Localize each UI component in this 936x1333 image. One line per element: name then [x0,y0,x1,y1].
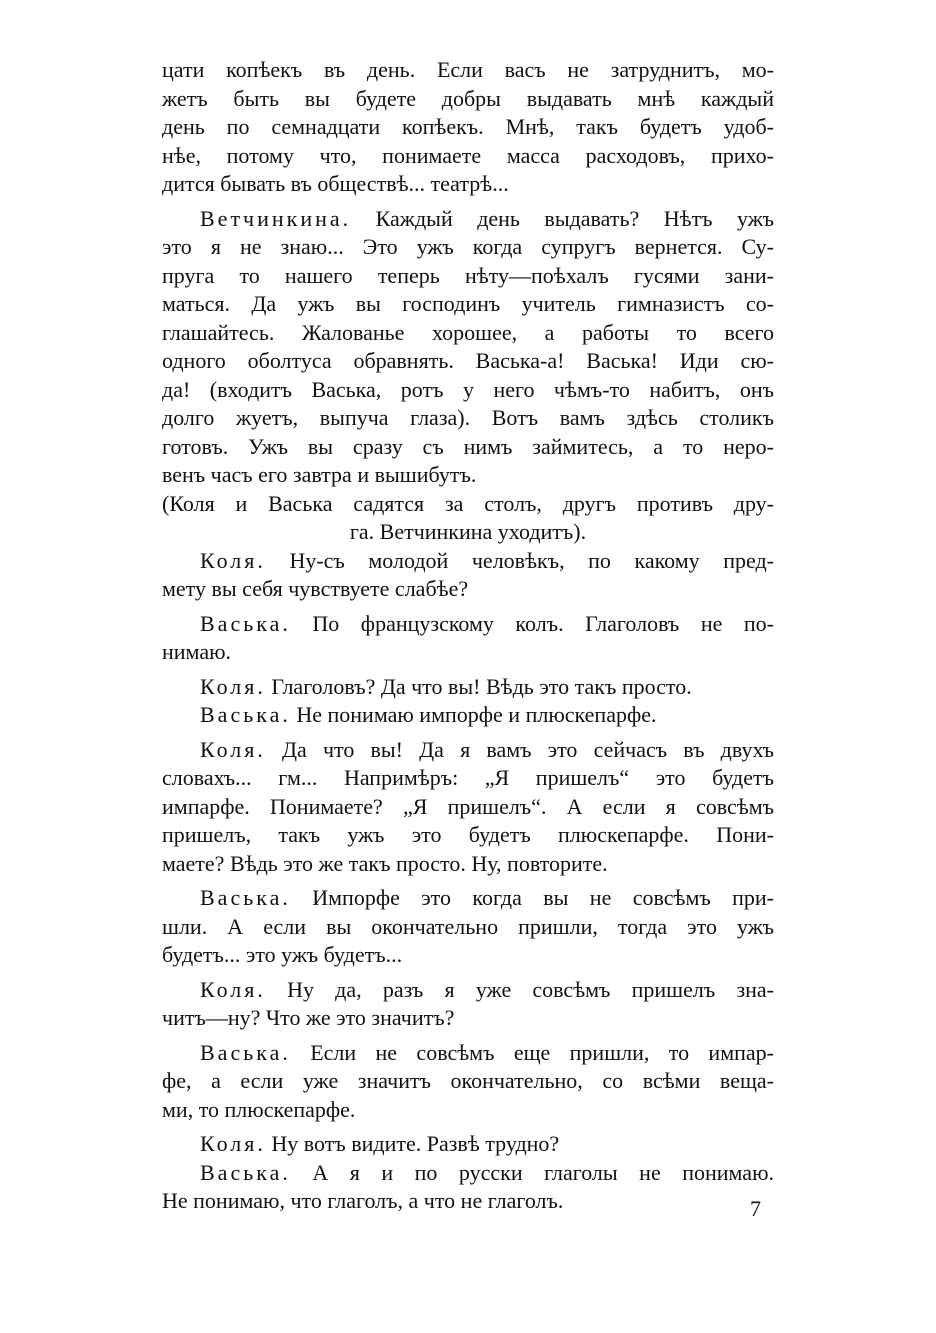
speaker-name: Васька. [200,702,291,727]
text-line: ми, то плюскепарфе. [162,1096,356,1122]
text-line: готовъ. Ужъ вы сразу съ нимъ займитесь, а то неро- [162,433,774,459]
dialogue-first-line [162,736,774,765]
speech-text: Не понимаю импорфе и плюскепарфе. [296,702,657,727]
text-line: Не понимаю, что глаголъ, а что не глаголъ. [162,1188,564,1213]
text-line: долго жуетъ, выпуча глаза). Вотъ вамъ здѣсь столикъ [162,405,774,430]
page-text [162,56,774,1216]
stage-direction: (Коля и Васька садятся за столъ, другъ противъ дру- [162,490,774,516]
text-line: шли. А если вы окончательно пришли, тогда это ужъ [162,913,774,939]
speaker-name: Васька. [200,610,291,636]
text-line: жетъ быть вы будете добры выдавать мнѣ каждый [162,85,774,111]
speaker-name: Коля. [200,976,266,1002]
text-line: пруга то нашего теперь нѣту—поѣхалъ гусями зани- [162,262,774,288]
text-line: цати копѣекъ въ день. Если васъ не затруднитъ, мо- [162,57,774,82]
speaker-name: Васька. [200,885,291,910]
speech-text: Если не совсѣмъ еще пришли, то импар- [310,1039,774,1065]
text-line: это я не знаю... Это ужъ когда супругъ вернется. Су- [162,234,774,259]
text-line: будетъ... это ужъ будетъ... [162,942,403,967]
text-line: пришелъ, такъ ужъ это будетъ плюскепарфе. Пони- [162,822,774,847]
speech-text: Ну вотъ видите. Развѣ трудно? [271,1131,560,1156]
dialogue-first-line [162,884,774,913]
dialogue-first-line [162,673,774,702]
speech-text: Каждый день выдавать? Нѣтъ ужъ [375,205,775,231]
text-line: словахъ... гм... Напримѣръ: „Я пришелъ“ это будетъ [162,765,774,790]
text-line: нимаю. [162,639,232,664]
dialogue-first-line [162,1130,774,1159]
speaker-name: Коля. [200,673,266,699]
text-line: да! (входитъ Васька, ротъ у него чѣмъ-то набитъ, онъ [162,376,774,402]
speech-text: Ну-съ молодой человѣкъ, по какому пред- [289,547,774,573]
text-line: мету вы себя чувствуете слабѣе? [162,576,469,601]
speech-text: А я и по русски глаголы не понимаю. [312,1159,774,1185]
dialogue-first-line [162,610,774,639]
text-line: фе, а если уже значитъ окончательно, со всѣми веща- [162,1068,774,1093]
speaker-name: Коля. [200,547,266,573]
text-line: одного оболтуса обравнять. Васька-а! Васька! Иди сю- [162,348,774,373]
speech-text: Ну да, разъ я уже совсѣмъ пришелъ зна- [287,976,774,1002]
speaker-name: Коля. [200,1131,266,1156]
text-line: глашайтесь. Жалованье хорошее, а работы то всего [162,319,774,345]
stage-direction: га. Ветчинкина уходитъ). [349,519,587,544]
dialogue-first-line [162,1159,774,1188]
speaker-name: Васька. [200,1039,291,1065]
dialogue-first-line [162,547,774,576]
text-line: венъ часъ его завтра и вышибутъ. [162,462,477,487]
text-line: дится бывать въ обществѣ... театрѣ... [162,171,509,196]
dialogue-first-line [162,205,774,234]
dialogue-first-line [162,976,774,1005]
speaker-name: Ветчинкина. [200,205,352,231]
text-line: маться. Да ужъ вы господинъ учитель гимназистъ со- [162,291,774,316]
text-line: читъ—ну? Что же это значитъ? [162,1005,455,1030]
speech-text: Да что вы! Да я вамъ это сейчасъ въ двухъ [282,736,774,762]
text-line: нѣе, потому что, понимаете масса расходовъ, прихо- [162,142,774,168]
dialogue-first-line [162,1039,774,1068]
speaker-name: Коля. [200,736,266,762]
text-line: день по семнадцати копѣекъ. Мнѣ, такъ будетъ удоб- [162,114,774,139]
text-line: импарфе. Понимаете? „Я пришелъ“. А если я совсѣмъ [162,793,774,819]
page-number: 7 [750,1196,761,1221]
text-line: маете? Вѣдь это же такъ просто. Ну, повторите. [162,850,608,876]
speech-text: Импорфе это когда вы не совсѣмъ при- [312,885,775,910]
dialogue-first-line [162,701,774,730]
speech-text: Глаголовъ? Да что вы! Вѣдь это такъ просто. [271,673,692,699]
speech-text: По французскому колъ. Глаголовъ не по- [312,610,774,636]
speaker-name: Васька. [200,1159,291,1185]
